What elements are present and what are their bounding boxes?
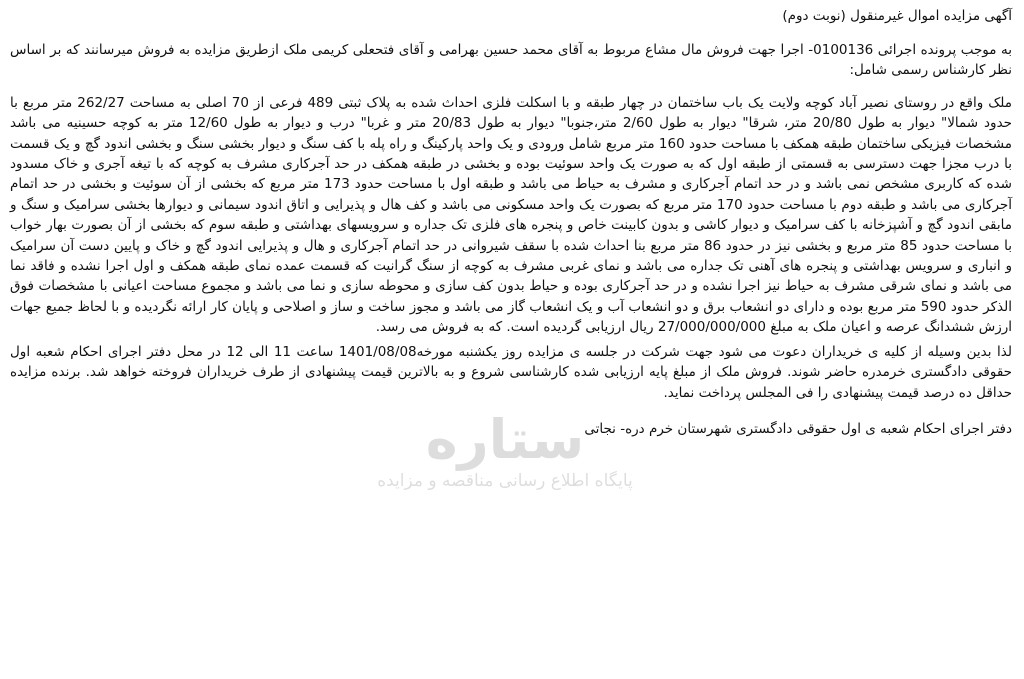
watermark-text: پایگاه اطلاع رسانی مناقصه و مزایده (377, 471, 633, 491)
watermark-logo: ستاره (425, 408, 585, 471)
signature-line: دفتر اجرای احکام شعبه ی اول حقوقی دادگستری شهرستان خرم دره- نجاتی (584, 420, 1012, 437)
invitation-paragraph: لذا بدین وسیله از کلیه ی خریداران دعوت می شود جهت شرکت در جلسه ی مزایده روز یکشنبه مورخه1401/08/08 ساعت 11 الی 12 در محل دفتر اجرای احکام شعبه اول حقوقی دادگستری خرمدره حاضر شوند. فروش ملک از مبلغ پایه ارزیابی شده کارشناسی شروع و به بالاترین قیمت پیشنهادی از طرف خریداران فروخته خواهد شد. برنده مزایده حداقل ده درصد قیمت پیشنهادی را فی المجلس پرداخت نماید. (10, 343, 1012, 401)
intro-paragraph: به موجب پرونده اجرائی 0100136- اجرا جهت فروش مال مشاع مربوط به آقای محمد حسین بهرامی و آقای فتحعلی کریمی ملک ازطریق مزایده به فروش میرسانند که بر اساس نظر کارشناس رسمی شامل: (10, 42, 1013, 79)
property-description-paragraph: ملک واقع در روستای نصیر آباد کوچه ولایت یک باب ساختمان در چهار طبقه و با اسکلت فلزی احداث شده به پلاک ثبتی 489 فرعی از 70 اصلی به مساحت 262/27 متر مربع با حدود شمالا" دیوار به طول 20/80 متر، شرقا" دیوار به طول 2/60 متر،جنوبا" دیوار به طول 20/83 متر و غربا" درب و دیوار به طول 12/60 متر به کوچه حسینیه می باشد مشخصات فیزیکی ساختمان طبقه همکف با مساحت حدود 160 متر مربع شامل ورودی و یک واحد پارکینگ و راه پله با کف سنگ و دیوار بخشی سنگ و بخشی اندود گچ و یک قسمت با درب مجزا جهت دسترسی به قسمتی از طبقه اول که به صورت یک واحد سوئیت بوده و بخشی در طبقه همکف در حد آجرکاری مشرف به کوچه که با تیغه آجری و خاک مسدود شده که کاربری مشخص نمی باشد و در حد اتمام آجرکاری و مشرف به حیاط می باشد و طبقه اول با مساحت حدود 173 متر مربع که بخشی از آن سوئیت و بخشی در حد اتمام آجرکاری می باشد و طبقه دوم با مساحت حدود 170 متر مربع که بصورت یک واحد مسکونی می باشد و کف هال و پذیرایی و اتاق اندود سیمانی و دیوارها بخشی سرامیک و سنگ و مابقی اندود گچ و آشپزخانه با کف سرامیک و دیوار کاشی و بدون کابینت خاص و پنجره های فلزی تک جداره و سرویسهای بهداشتی و طبقه سوم که بخشی از آن بصورت بهار خواب با مساحت حدود 85 متر مربع و بخشی نیز در حدود 86 متر مربع بنا احداث شده با سقف شیروانی در حد اتمام آجرکاری و هال و پذیرایی اندود گچ و خاک و پایین دست آن سرامیک و انباری و سرویس بهداشتی و پنجره های آهنی تک جداره می باشد و نمای غربی مشرف به کوچه از سنگ گرانیت که قسمت عمده نمای طبقه همکف و اول اجرا نشده و فاقد نما می باشد و نمای شرقی مشرف به حیاط نیز اجرا نشده و در حد آجرکاری بوده و حیاط بدون کف سازی و محوطه سازی و نما می باشد و مجموع مساحت اعیانی با مشخصات فوق الذکر حدود 590 متر مربع بوده و دارای دو انشعاب برق و دو انشعاب آب و یک انشعاب گاز می باشد و مجوز ساخت و ساز و اصلاحی و پایان کار ارائه نگردیده و با لحاظ جمیع جهات ارزش ششدانگ عرصه و اعیان ملک به مبلغ 27/000/000/000 ریال ارزیابی گردیده است. که به فروش می رسد. (10, 94, 1013, 336)
notice-title: آگهی مزایده اموال غیرمنقول (نوبت دوم) (782, 8, 1012, 24)
